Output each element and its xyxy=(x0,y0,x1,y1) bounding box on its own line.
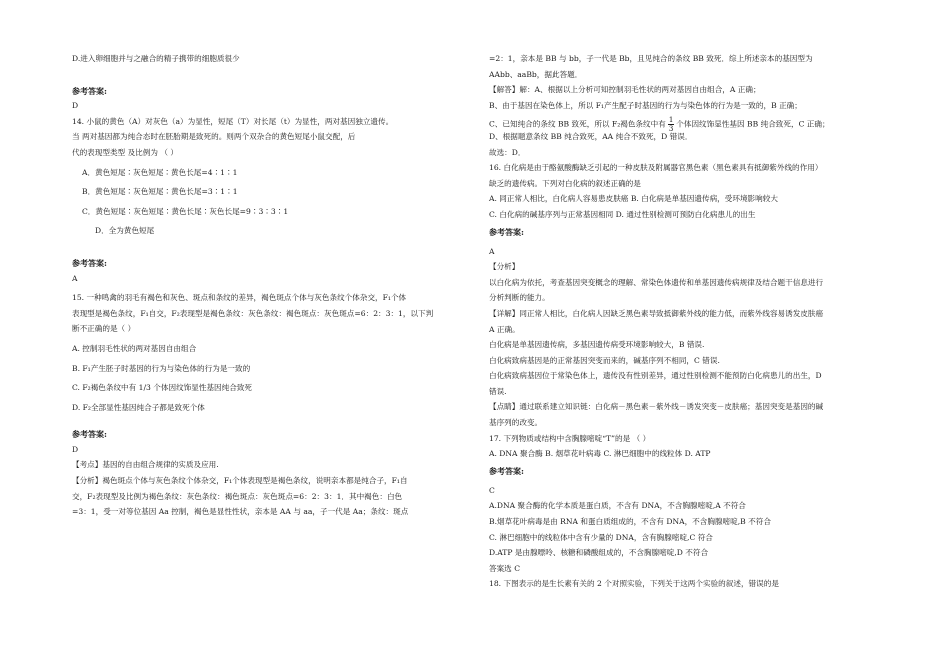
text-line: 断不正确的是（ ） xyxy=(72,324,136,334)
left-column xyxy=(72,54,464,523)
option-line: C．黄色短尾∶灰色短尾∶黄色长尾∶灰色长尾=9∶3∶3∶1 xyxy=(82,206,289,216)
option-line: B．黄色短尾∶灰色短尾∶黄色长尾=3∶1∶1 xyxy=(82,187,238,197)
text-line: 代的表现型类型 及比例为 （ ） xyxy=(72,147,178,157)
option-line: D．全为黄色短尾 xyxy=(95,226,155,236)
text-line: 分析判断的能力。 xyxy=(489,293,550,303)
text-line-with-fraction xyxy=(489,116,881,134)
text-line: 17. 下列物质或结构中含胸腺嘧啶“T”的是 （ ） xyxy=(489,433,651,443)
text-line: C. 淋巴细胞中的线粒体中含有少量的 DNA，含有胸腺嘧啶,C 符合 xyxy=(489,532,713,542)
answer-heading: 参考答案: xyxy=(72,257,107,268)
text-line: 错误. xyxy=(489,386,507,396)
text-line: 白化病是单基因遗传病，多基因遗传病受环境影响较大，B 错误. xyxy=(489,340,705,350)
text-line: 14. 小鼠的黄色（A）对灰色（a）为显性，短尾（T）对长尾（t）为显性，两对基因独立遗传。 xyxy=(72,116,394,126)
right-column xyxy=(489,54,881,595)
text-line: 答案选 C xyxy=(489,563,521,573)
text-line: 以白化病为依托，考查基因突变概念的理解、常染色体遗传和单基因遗传病规律及结合题干信息进行 xyxy=(489,277,824,287)
text-line: B、由于基因在染色体上，所以 F₁产生配子时基因的行为与染色体的行为是一致的，B 正确； xyxy=(489,100,802,110)
spacer xyxy=(72,418,464,422)
text-line: 白化病致病基因位于常染色体上，遗传没有性别差异，通过性别检测不能预防白化病患儿的出生，D xyxy=(489,371,822,381)
text-line: 白化病致病基因是的正常基因突变而来的，碱基序列不相同，C 错误. xyxy=(489,355,720,365)
text-line: 交，F₂表现型及比例为褐色条纹：灰色条纹：褐色斑点：灰色斑点=6：2：3：1．其中褐色：白色 xyxy=(72,491,403,501)
spacer xyxy=(72,70,464,79)
text-line: 故选：D． xyxy=(489,147,526,157)
answer-heading: 参考答案: xyxy=(489,226,524,237)
text-line: D xyxy=(72,444,79,454)
text-segment: 个体因纹饰显性基因 BB 纯合致死，C 正确； xyxy=(676,119,830,129)
text-line: B. F₁产生胚子时基因的行为与染色体的行为是一致的 xyxy=(72,363,251,373)
text-line: 16. 白化病是由于酪氨酸酶缺乏引起的一种皮肤及附属器官黑色素（黑色素具有抵御紫外线的作用） xyxy=(489,163,823,173)
text-line: 【分析】褐色斑点个体与灰色条纹个体杂交，F₁个体表现型是褐色条纹，说明亲本都是纯合子，F₁自 xyxy=(72,476,408,486)
text-line: A xyxy=(72,273,78,283)
answer-heading: 参考答案: xyxy=(489,466,524,477)
spacer xyxy=(72,242,464,251)
text-line: D xyxy=(72,101,79,111)
text-line: 【详解】同正常人相比，白化病人因缺乏黑色素导致抵御紫外线的能力低，而紫外线容易诱发皮肤癌 xyxy=(489,308,824,318)
text-line: =3：1，受一对等位基因 Aa 控制，褐色是显性性状，亲本是 AA 与 aa，子一代是 Aa；条纹：斑点 xyxy=(72,507,409,517)
text-line: A.DNA 聚合酶的化学本质是蛋白质，不含有 DNA，不含胸腺嘧啶,A 不符合 xyxy=(489,501,746,511)
text-line: AAbb、aaBb，据此答题． xyxy=(489,69,583,79)
text-line: A. 控制羽毛性状的两对基因自由组合 xyxy=(72,343,197,353)
text-line: C. 白化病的碱基序列与正常基因相同 D. 通过性别检测可预防白化病患儿的出生 xyxy=(489,209,756,219)
text-line: D、根据题意条纹 BB 纯合致死，AA 纯合不致死，D 错误． xyxy=(489,131,693,141)
text-line: B.烟草花叶病毒是由 RNA 和蛋白质组成的，不含有 DNA，不含胸腺嘧啶,B 不符合 xyxy=(489,517,771,527)
answer-heading: 参考答案: xyxy=(72,429,107,440)
text-line: 【点睛】通过联系建立知识链：白化病－黑色素－紫外线－诱发突变－皮肤癌；基因突变是基因的碱 xyxy=(489,402,824,412)
text-line: C xyxy=(489,485,495,495)
text-line: 表现型是褐色条纹，F₁自交，F₂表现型是褐色条纹：灰色条纹：褐色斑点：灰色斑点=6：2：3：1，以下判 xyxy=(72,308,434,318)
text-line: D.进入卵细胞并与之融合的精子携带的细胞质很少 xyxy=(72,54,240,63)
text-line: C. F₂褐色条纹中有 1/3 个体因纹饰显性基因纯合致死 xyxy=(72,383,253,393)
text-line: 15. 一种鸣禽的羽毛有褐色和灰色、斑点和条纹的差异，褐色斑点个体与灰色条纹个体杂交，F₁个体 xyxy=(72,293,407,303)
text-line: 【解答】解：A、根据以上分析可知控制羽毛性状的两对基因自由组合，A 正确； xyxy=(489,85,761,95)
text-line: D.ATP 是由腺嘌呤、核糖和磷酸组成的，不含胸腺嘧啶,D 不符合 xyxy=(489,548,709,558)
text-line: D. F₂全部显性基因纯合子都是致死个体 xyxy=(72,402,205,412)
option-line: A．黄色短尾∶灰色短尾∶黄色长尾=4∶1∶1 xyxy=(82,167,238,177)
fraction-denominator: 3 xyxy=(668,125,674,134)
text-segment: C、已知纯合的条纹 BB 致死，所以 F₂褐色条纹中有 xyxy=(489,119,666,129)
text-line: 缺乏的遗传病。下列对白化病的叙述正确的是 xyxy=(489,178,641,188)
fraction xyxy=(668,116,674,133)
answer-heading: 参考答案: xyxy=(72,85,107,96)
text-line: 【考点】基因的自由组合规律的实质及应用. xyxy=(72,460,219,470)
text-line: A xyxy=(489,246,495,256)
text-line: 【分析】 xyxy=(489,262,520,272)
text-line: A. DNA 聚合酶 B. 烟草花叶病毒 C. 淋巴细胞中的线粒体 D. ATP xyxy=(489,449,711,459)
text-line: A 正确。 xyxy=(489,324,520,334)
text-line: 基序列的改变。 xyxy=(489,418,543,428)
text-line: 当 两对基因都为纯合态时在胚胎期是致死的。则两个双杂合的黄色短尾小鼠交配，后 xyxy=(72,132,356,142)
text-line: =2：1，亲本是 BB 与 bb，子一代是 Bb，且见纯合的条纹 BB 致死．综上所述亲本的基因型为 xyxy=(489,54,813,63)
text-line: 18. 下图表示的是生长素有关的 2 个对照实验，下列关于这两个实验的叙述，错误的是 xyxy=(489,579,779,589)
text-line: A. 同正常人相比，白化病人容易患皮肤癌 B. 白化病是单基因遗传病，受环境影响较大 xyxy=(489,194,778,204)
fraction-numerator: 1 xyxy=(668,116,674,125)
